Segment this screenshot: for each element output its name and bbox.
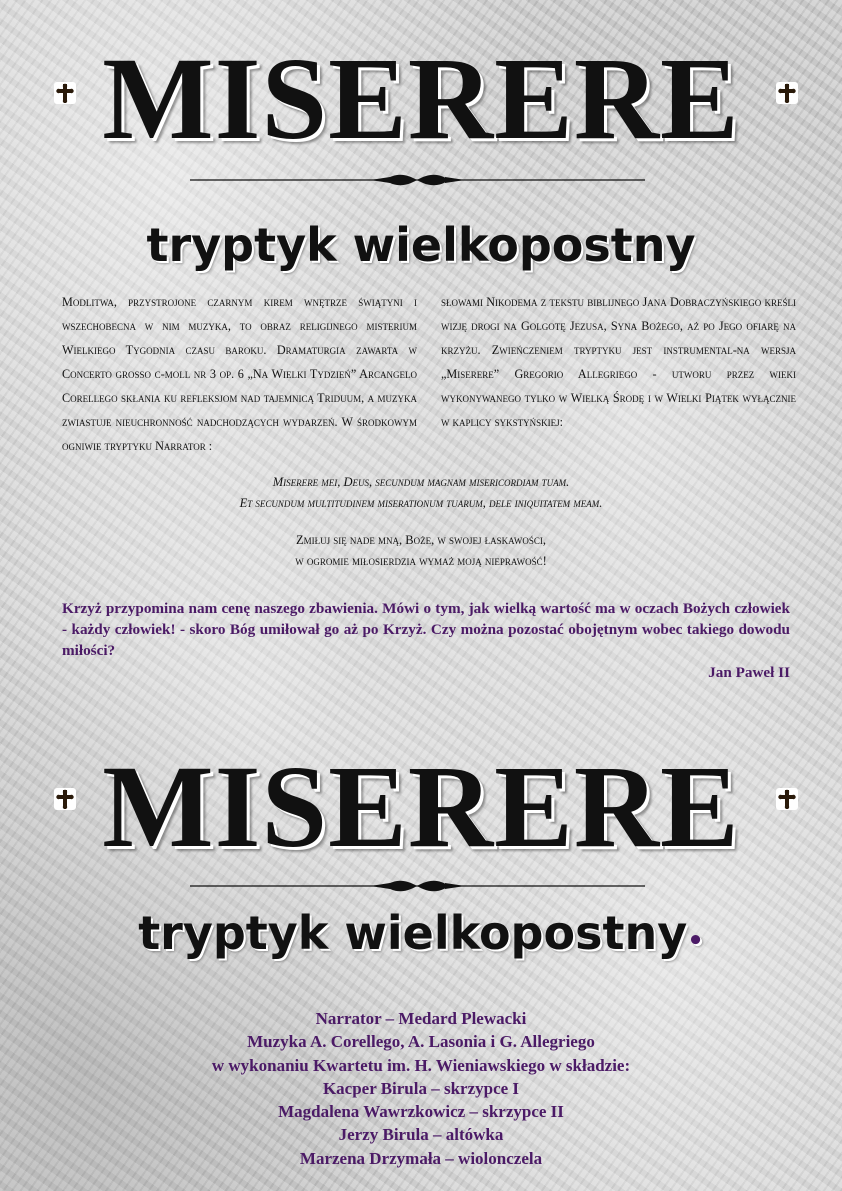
credit-line: Narrator – Medard Plewacki — [315, 1009, 527, 1028]
bottom-title: MISERERE — [102, 741, 740, 872]
quote-text: Krzyż przypomina nam cenę naszego zbawienia. Mówi o tym, jak wielką wartość ma w oczach Bożych człowiek - każdy człowiek! - skoro Bóg umiłował go aż po Krzyż. Czy można pozostać obojętnym wobec takiego dowodu miłości? — [62, 600, 790, 659]
bottom-subtitle-text: tryptyk wielkopostny — [138, 906, 688, 960]
credit-line: Muzyka A. Corellego, A. Lasonia i G. Allegriego — [247, 1032, 595, 1052]
polish-line: Zmiłuj się nade mną, Boże, w swojej łaskawości, — [296, 533, 546, 547]
quote-author: Jan Paweł II — [708, 664, 790, 681]
latin-verse — [0, 472, 842, 514]
flourish-divider — [190, 878, 645, 892]
bullet-icon: • — [687, 926, 704, 956]
credits-list — [0, 1007, 842, 1170]
credit-line: w wykonaniu Kwartetu im. H. Wieniawskiego w składzie: — [211, 1055, 631, 1075]
polish-line: w ogromie miłosierdzia wymaż moją nieprawość! — [295, 554, 547, 568]
body-right-column: słowami Nikodema z tekstu biblijnego Jana Dobraczyńskiego kreśli wizję drogi na Golgotę Jezusa, Syna Bożego, aż po Jego ofiarę na krzyżu. Zwieńczeniem tryptyku jest instrumental-na wersja „Miserere” Gregorio Allegriego - utworu przez wieki wykonywanego tylko w Wielką Środę i w Wielki Piątek wyłącznie w kaplicy sykstyńskiej: — [441, 295, 796, 429]
latin-line: Miserere mei, Deus, secundum magnam misericordiam tuam. — [272, 475, 570, 489]
top-title: MISERERE — [102, 33, 740, 164]
credit-line: Marzena Drzymała – wiolonczela — [299, 1148, 543, 1168]
credit-line: Magdalena Wawrzkowicz – skrzypce II — [278, 1102, 564, 1122]
top-subtitle: tryptyk wielkopostny — [146, 218, 696, 272]
credit-line: Jerzy Birula – altówka — [338, 1125, 504, 1145]
polish-verse — [0, 530, 842, 572]
bottom-subtitle — [0, 906, 842, 960]
latin-line: Et secundum multitudinem miserationum tuarum, dele iniquitatem meam. — [239, 496, 603, 510]
credit-line: Kacper Birula – skrzypce I — [322, 1078, 520, 1098]
flourish-divider — [190, 172, 645, 186]
body-left-column: Modlitwa, przystrojone czarnym kirem wnętrze świątyni i wszechobecna w nim muzyka, to obraz religijnego misterium Wielkiego Tygodnia czasu baroku. Dramaturgia zawarta w Concerto grosso c-moll nr 3 op. 6 „Na Wielki Tydzień” Arcangelo Corellego skłania ku refleksjom nad tajemnicą Triduum, a muzyka zwiastuje nieuchronność nadchodzących wydarzeń. W środkowym ogniwie tryptyku Narrator : — [62, 295, 417, 453]
